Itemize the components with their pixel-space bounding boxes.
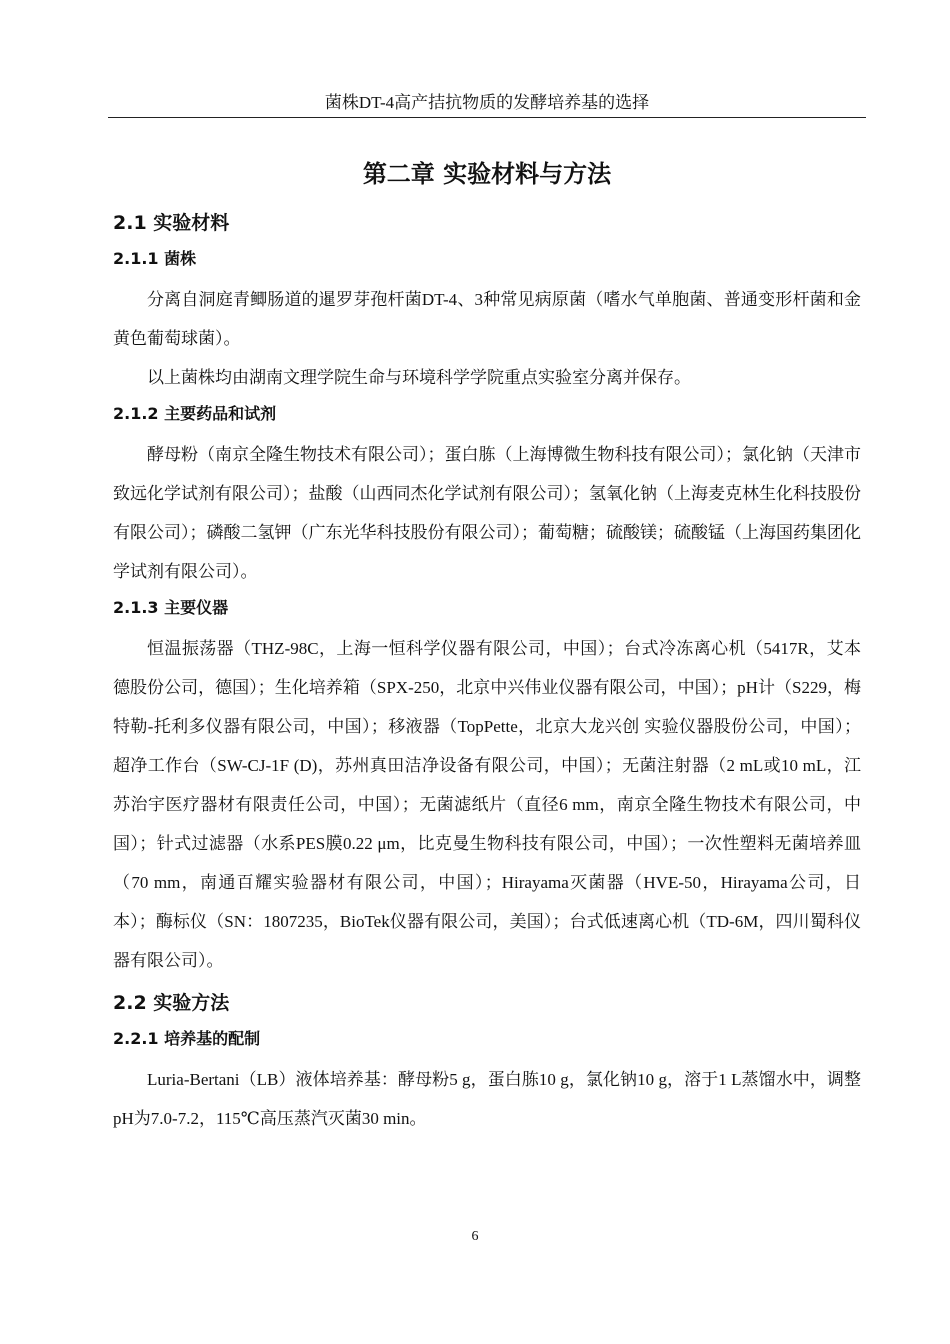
reagents-paragraph: 酵母粉（南京全隆生物技术有限公司）；蛋白胨（上海博微生物科技有限公司）；氯化钠（天津市致远化学试剂有限公司）；盐酸（山西同杰化学试剂有限公司）；氢氧化钠（上海麦克林生化科技股份有限公司）；磷酸二氢钾（广东光华科技股份有限公司）；葡萄糖；硫酸镁；硫酸锰（上海国药集团化学试剂有限公司）。 — [113, 445, 861, 581]
strains-paragraph: 分离自洞庭青鲫肠道的暹罗芽孢杆菌DT-4、3种常见病原菌（嗜水气单胞菌、普通变形杆菌和金黄色葡萄球菌）。 — [113, 290, 861, 348]
header-rule — [108, 117, 866, 118]
strains-source-paragraph: 以上菌株均由湖南文理学院生命与环境科学学院重点实验室分离并保存。 — [147, 368, 691, 387]
subsection-2-2-1-title: 2.2.1 培养基的配制 — [113, 1029, 261, 1048]
section-2-2-title: 2.2 实验方法 — [113, 992, 230, 1014]
lb-medium-paragraph: Luria-Bertani（LB）液体培养基：酵母粉5 g，蛋白胨10 g，氯化钠10 g，溶于1 L蒸馏水中，调整pH为7.0-7.2，115℃高压蒸汽灭菌30 min。 — [113, 1070, 861, 1128]
chapter-title: 第二章 实验材料与方法 — [362, 160, 612, 188]
subsection-2-1-1-title: 2.1.1 菌株 — [113, 249, 197, 268]
subsection-2-1-3-title: 2.1.3 主要仪器 — [113, 598, 229, 617]
instruments-paragraph: 恒温振荡器（THZ-98C，上海一恒科学仪器有限公司，中国）；台式冷冻离心机（5417R，艾本德股份公司，德国）；生化培养箱（SPX-250，北京中兴伟业仪器有限公司，中国）；pH计（S229，梅特勒-托利多仪器有限公司，中国）；移液器（TopPette，北京大龙兴创 实验仪器股份公司，中国）；超净工作台（SW-CJ-1F (D)，苏州真田洁净设备有限公司，中国）；无菌注射器（2 mL或10 mL，江苏治宇医疗器材有限责任公司，中国）；无菌滤纸片（直径6 mm，南京全隆生物技术有限公司，中国）；针式过滤器（水系PES膜0.22 μm，比克曼生物科技有限公司，中国）；一次性塑料无菌培养皿（70 mm，南通百耀实验器材有限公司，中国）；Hirayama灭菌器（HVE-50，Hirayama公司，日本）；酶标仪（SN：1807235，BioTek仪器有限公司，美国）；台式低速离心机（TD-6M，四川蜀科仪器有限公司）。 — [113, 639, 861, 970]
subsection-2-1-2-title: 2.1.2 主要药品和试剂 — [113, 404, 277, 423]
section-2-1-title: 2.1 实验材料 — [113, 212, 230, 234]
running-header: 菌株DT-4高产拮抗物质的发酵培养基的选择 — [324, 93, 650, 112]
page-number: 6 — [471, 1229, 479, 1244]
page-content — [113, 158, 861, 1138]
